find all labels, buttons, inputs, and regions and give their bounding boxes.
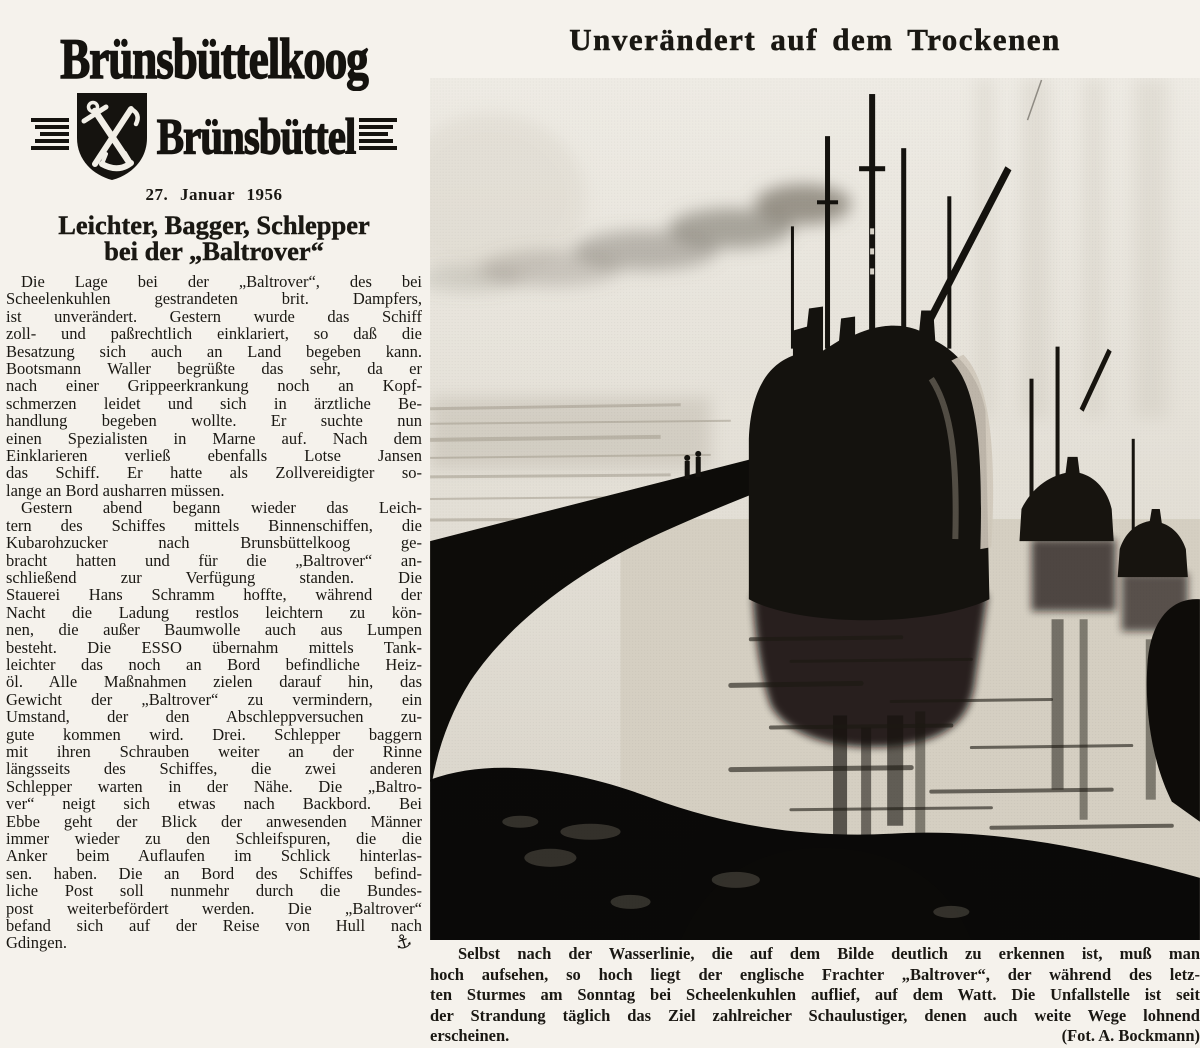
photo-section: [430, 0, 1200, 1048]
paragraph-1: [6, 273, 422, 499]
text-line: ver“ neigt sich etwas nach Backbord. Bei: [6, 794, 422, 814]
text-line: Gestern abend begann wieder das Leich-: [21, 498, 422, 518]
text-line: Kubarohzucker nach Brunsbüttelkoog ge-: [6, 533, 422, 553]
text-line: befand sich auf der Reise von Hull nach: [6, 916, 422, 936]
text-line: Stauerei Hans Schramm hoffte, während der: [6, 585, 422, 605]
text-line: immer wieder zu den Schleifspuren, die die: [6, 829, 422, 848]
masthead-title-line2: Brünsbüttel: [156, 107, 356, 165]
photo-illustration: [430, 78, 1200, 940]
text-line: schmerzen leidet und sich in ärztliche Be-: [6, 393, 422, 413]
anchor-crest-icon: [73, 90, 151, 182]
ribbon-flourish-left-icon: [31, 118, 69, 154]
text-line: lange an Bord ausharren müssen.: [6, 480, 225, 500]
caption-last-line: [430, 1026, 1200, 1047]
text-line: Selbst nach der Wasserlinie, die auf dem Bilde deutlich zu erkennen ist, muß man: [458, 944, 1200, 963]
text-line: Scheelenkuhlen gestrandeten brit. Dampfers,: [6, 289, 422, 309]
text-line: gute kommen wird. Drei. Schlepper baggern: [6, 724, 422, 744]
text-line: Ebbe geht der Blick der anwesenden Männer: [6, 811, 422, 831]
ship-photo: [430, 78, 1200, 940]
article-column: [6, 18, 422, 956]
headline-line2: bei der „Baltrover“: [104, 236, 324, 266]
text-line: liche Post soll nunmehr durch die Bundes-: [6, 881, 422, 901]
text-line: das Schiff. Er hatte als Zollvereidigter so-: [6, 463, 422, 483]
text-line: zoll- und paßrechtlich einklariert, so daß die: [6, 324, 422, 344]
masthead-title-line1: Brünsbüttelkoog: [60, 26, 368, 91]
text-line: ist unverändert. Gestern wurde das Schiff: [6, 306, 422, 326]
photo-headline: Unverändert auf dem Trockenen: [569, 22, 1061, 57]
text-line: besteht. Die ESSO übernahm mittels Tank-: [6, 637, 422, 657]
text-line: der Strandung täglich das Ziel zahlreicher Schaulustiger, denen auch weite Wege lohnend: [430, 1005, 1200, 1025]
text-line: nach einer Grippeerkrankung noch an Kopf-: [6, 376, 422, 396]
article-body: [6, 272, 422, 956]
photo-credit: (Fot. A. Bockmann): [1061, 1026, 1200, 1046]
text-line: Besatzung sich auch an Land begeben kann.: [6, 341, 422, 361]
text-line: öl. Alle Maßnahmen zielen darauf hin, das: [6, 672, 422, 692]
text-line: längsseits des Schiffes, die zwei anderen: [6, 759, 422, 779]
text-line: handlung begeben wollte. Er suchte nun: [6, 411, 422, 431]
text-line: leichter das noch an Bord befindliche Heiz-: [6, 654, 422, 674]
photo-caption: [430, 944, 1200, 1047]
paragraph-2: [6, 499, 422, 934]
headline-line1: Leichter, Bagger, Schlepper: [58, 210, 370, 240]
text-line: einen Spezialisten in Marne auf. Nach dem: [6, 428, 422, 448]
text-line: Umstand, der den Abschleppversuchen zu-: [6, 707, 422, 727]
article-date: 27. Januar 1956: [145, 185, 283, 204]
ribbon-flourish-right-icon: [359, 118, 397, 154]
text-line: tern des Schiffes mittels Binnenschiffen, die: [6, 515, 422, 535]
text-line: schließend zur Verfügung standen. Die: [6, 567, 422, 587]
text-line: Gewicht der „Baltrover“ zu vermindern, ein: [6, 689, 422, 709]
text-line: ten Sturmes am Sonntag bei Scheelenkuhlen auflief, auf dem Watt. Die Unfallstelle ist seit: [430, 985, 1200, 1005]
text-line: nen, die außer Baumwolle auch aus Lumpen: [6, 620, 422, 640]
masthead: [6, 18, 422, 182]
caption-last-text: erscheinen.: [430, 1026, 510, 1046]
text-line: Nacht die Ladung restlos leichtern zu kön-: [6, 602, 422, 622]
text-line: mit ihren Schrauben weiter an der Rinne: [6, 741, 422, 761]
masthead-line2: [6, 90, 422, 182]
anchor-end-mark-icon: ⚓: [391, 929, 415, 956]
caption-lines: [430, 944, 1200, 1026]
article-headline: [6, 212, 422, 264]
last-line-text: Gdingen.: [6, 933, 67, 953]
text-line: Einklarieren verließ ebenfalls Lotse Jansen: [6, 446, 422, 466]
paragraph-2-last-line: [6, 929, 422, 956]
text-line: Die Lage bei der „Baltrover“, des bei: [21, 272, 422, 291]
text-line: Bootsmann Waller begrüßte das sehr, da er: [6, 359, 422, 379]
text-line: hoch aufsehen, so hoch liegt der englische Frachter „Baltrover“, der während des letz-: [430, 964, 1200, 984]
text-line: Anker beim Auflaufen im Schlick hinterlas-: [6, 846, 422, 866]
text-line: post weiterbefördert werden. Die „Baltrover“: [6, 898, 422, 918]
text-line: Schlepper warten in der Nähe. Die „Baltro-: [6, 776, 422, 796]
text-line: sen. haben. Die an Bord des Schiffes befind-: [6, 863, 422, 883]
text-line: bracht hatten und für die „Baltrover“ an-: [6, 550, 422, 570]
